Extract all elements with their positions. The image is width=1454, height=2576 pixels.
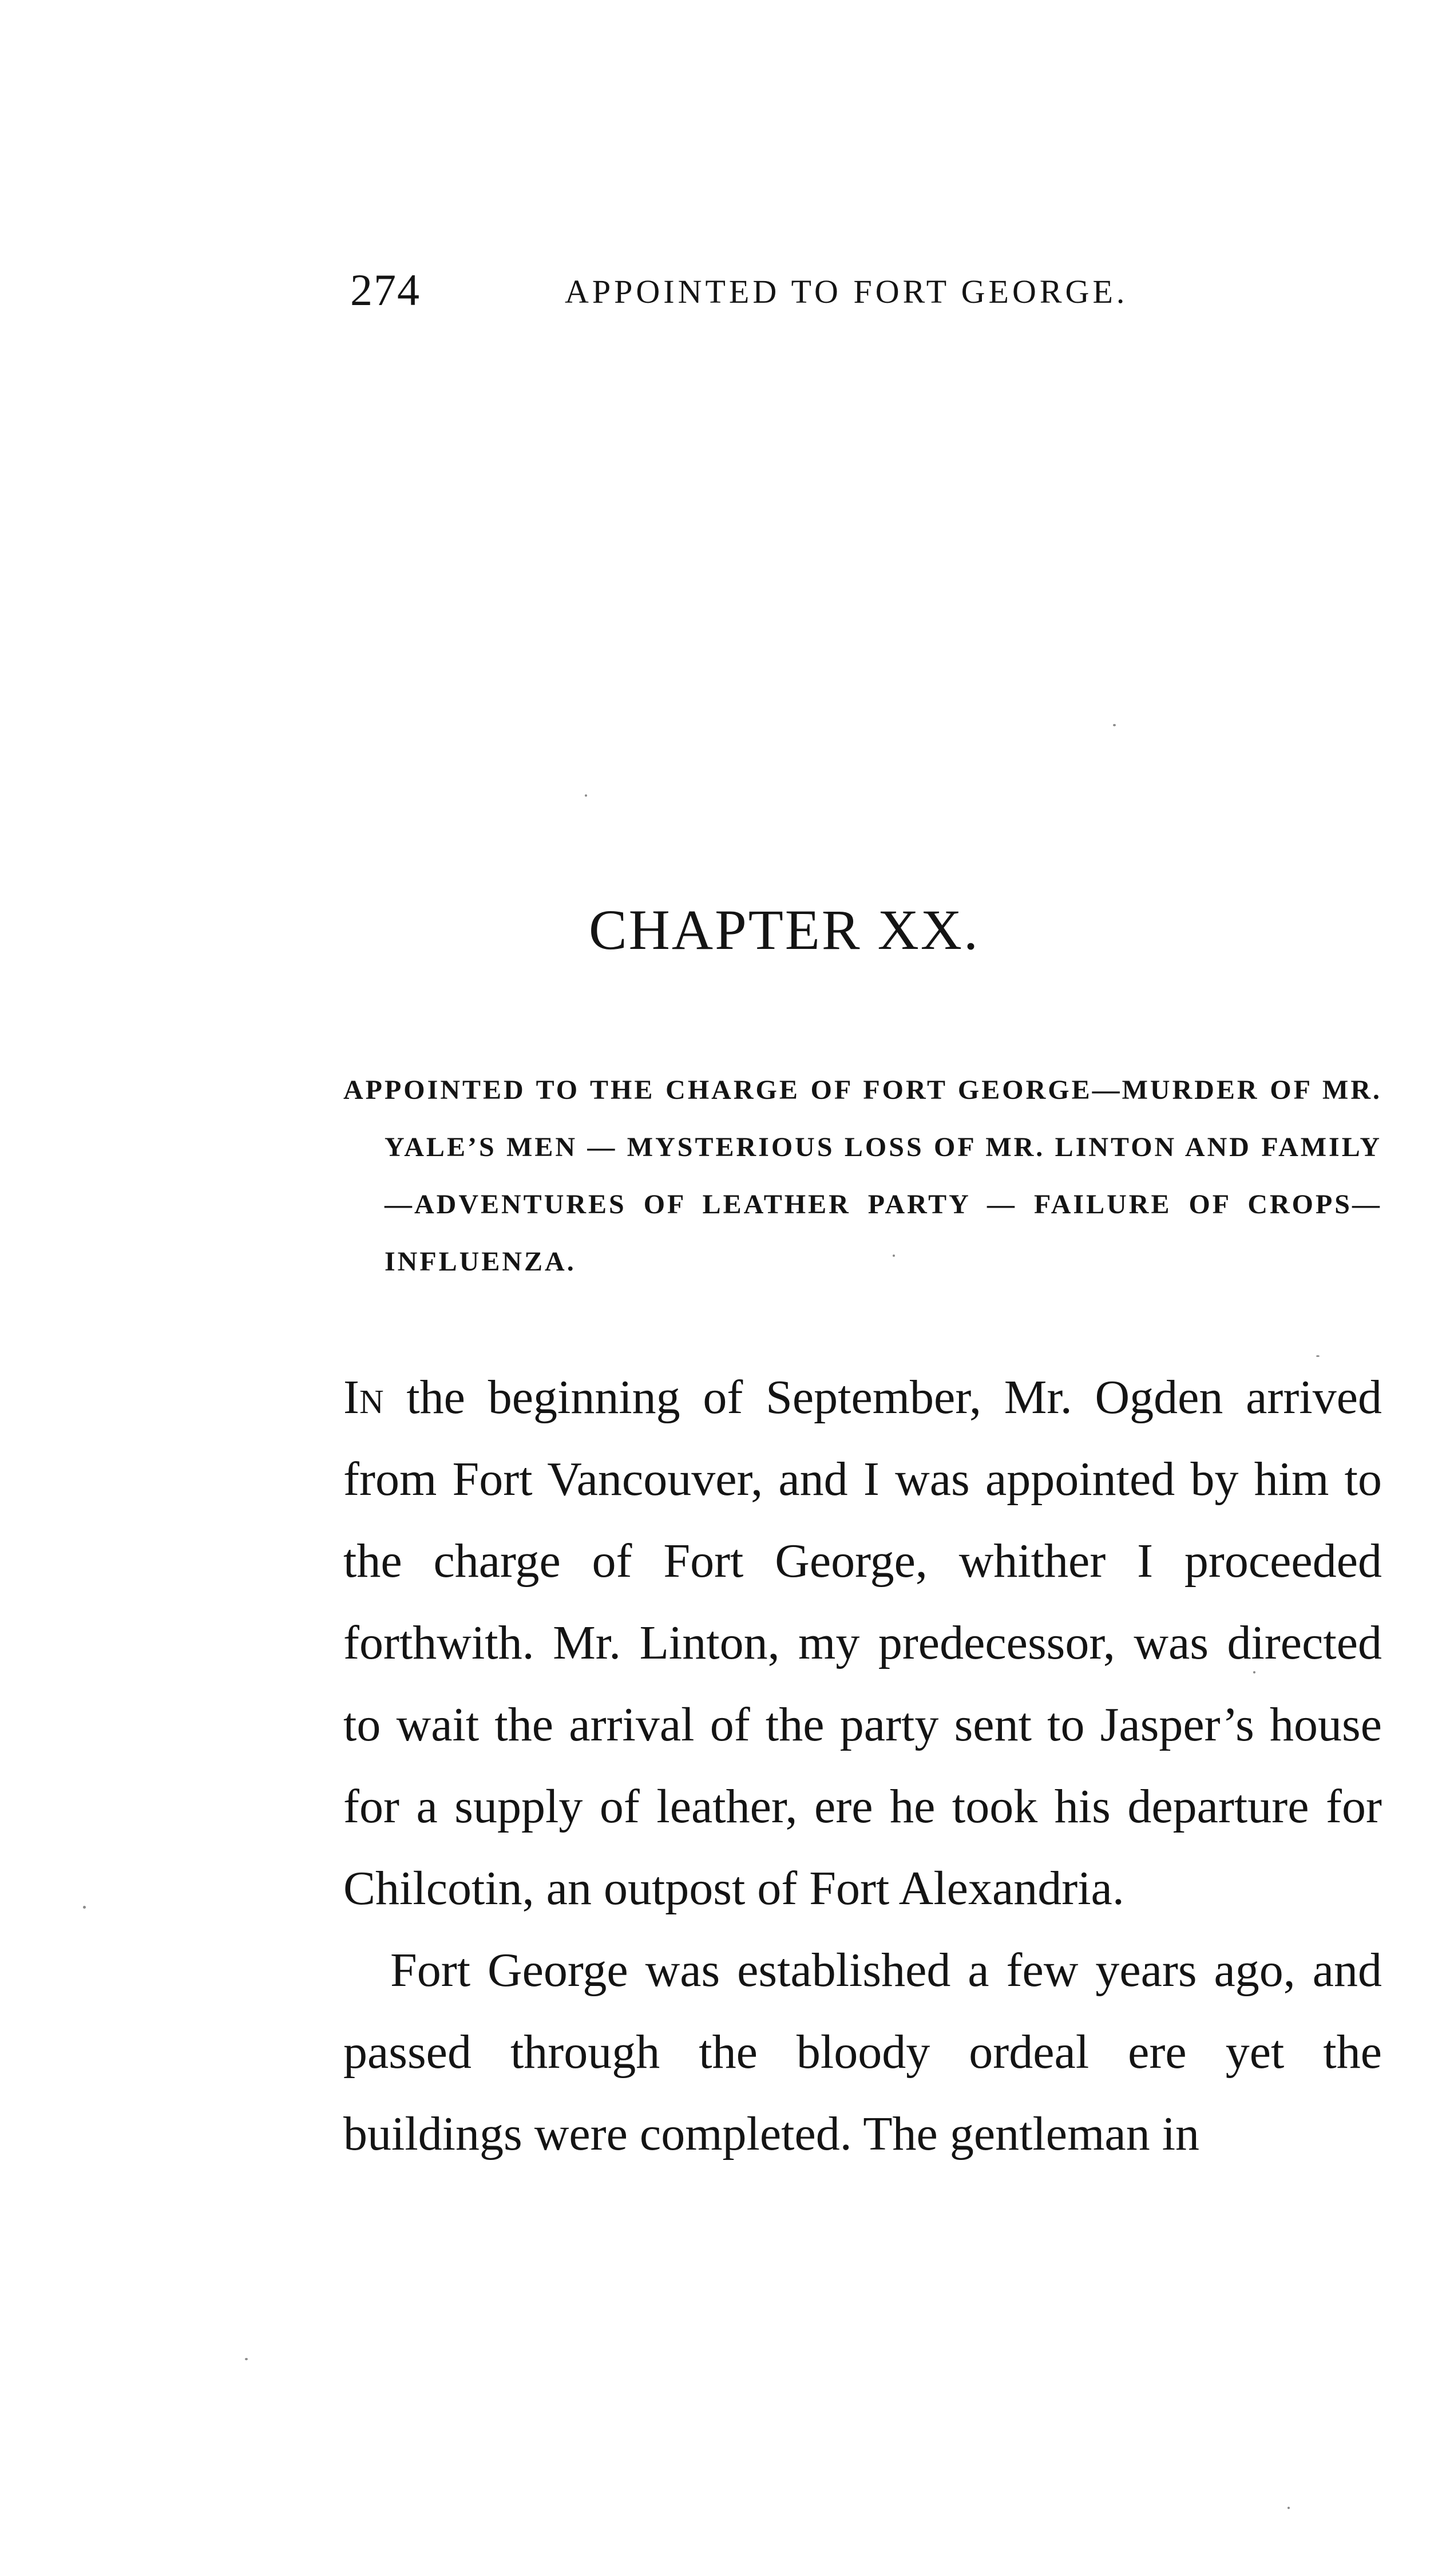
paper-speck xyxy=(893,1255,895,1257)
paper-speck xyxy=(83,1906,86,1909)
paragraph: Fort George was established a few years ago, and passed through the bloody ordeal ere yet the buildings were completed. The gentleman in xyxy=(343,1944,1382,2160)
paper-speck xyxy=(1113,724,1116,726)
page-number: 274 xyxy=(350,265,421,315)
paragraph-lead-word: In xyxy=(343,1371,384,1424)
chapter-title: CHAPTER XX. xyxy=(588,898,980,961)
paper-speck xyxy=(585,794,587,797)
paragraph-text: the beginning of September, Mr. Ogden arrived from Fort Vancouver, and I was appointed by him to the charge of Fort George, whither I proceeded forthwith. Mr. Linton, my predecessor, was directed to wait the arrival of the party sent to Jasper’s house for a supply of leather, ere he took his departure for Chilcotin, an outpost of Fort Alexandria. xyxy=(343,1371,1382,1915)
running-title: APPOINTED TO FORT GEORGE. xyxy=(565,273,1128,310)
paper-speck xyxy=(1253,1671,1255,1673)
paragraph xyxy=(343,1356,1382,1929)
running-head xyxy=(350,264,1174,316)
paper-speck xyxy=(245,2358,248,2360)
chapter-summary: APPOINTED TO THE CHARGE OF FORT GEORGE—MURDER OF MR. YALE’S MEN — MYSTERIOUS LOSS OF MR. LINTON AND FAMILY—ADVENTURES OF LEATHER PARTY — FAILURE OF CROPS—INFLUENZA. xyxy=(343,1075,1382,1277)
body-text xyxy=(343,1356,1382,2175)
paper-speck xyxy=(1287,2507,1290,2509)
paper-speck xyxy=(1316,1355,1320,1357)
